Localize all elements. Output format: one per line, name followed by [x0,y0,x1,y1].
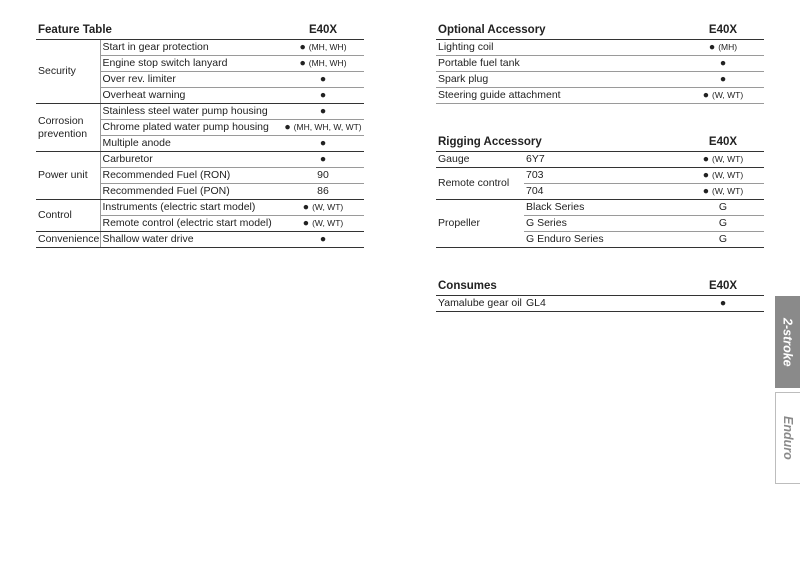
category-remote-control: Remote control [436,168,524,200]
feature-value: ● (W, WT) [282,216,364,232]
category-convenience: Convenience [36,232,100,248]
accessory-label: Steering guide attachment [436,88,682,104]
category-corrosion-prevention: Corrosion prevention [36,104,100,152]
feature-value: ● (MH, WH) [282,40,364,56]
feature-value: ● [282,152,364,168]
feature-table [36,22,364,248]
feature-label: Instruments (electric start model) [100,200,282,216]
optional-accessory-title: Optional Accessory [436,22,682,40]
table-row [36,152,364,168]
consumes-table [436,278,764,312]
table-row [436,56,764,72]
consumes-model: E40X [682,278,764,296]
accessory-value: ● (MH) [682,40,764,56]
feature-label: Multiple anode [100,136,282,152]
rigging-value: G [682,232,764,248]
rigging-item: G Series [524,216,682,232]
feature-value: ● [282,136,364,152]
accessory-value: ● [682,72,764,88]
tab-enduro[interactable] [775,392,800,484]
table-row [436,88,764,104]
feature-value: ● [282,88,364,104]
rigging-accessory-table [436,134,764,248]
optional-accessory-model: E40X [682,22,764,40]
feature-value: ● [282,104,364,120]
consumes-value: ● [682,296,764,312]
feature-label: Start in gear protection [100,40,282,56]
table-row [436,200,764,216]
feature-value: 90 [282,168,364,184]
rigging-item: G Enduro Series [524,232,682,248]
optional-accessory-header [436,22,764,40]
category-gauge: Gauge [436,152,524,168]
table-row [36,232,364,248]
consumes-category: Yamalube gear oil [436,296,524,312]
feature-table-header [36,22,364,40]
accessory-value: ● (W, WT) [682,88,764,104]
feature-table-title: Feature Table [36,22,282,40]
optional-accessory-table [436,22,764,104]
rigging-accessory-title: Rigging Accessory [436,134,682,152]
feature-label: Overheat warning [100,88,282,104]
table-row [436,72,764,88]
accessory-label: Portable fuel tank [436,56,682,72]
table-row [436,152,764,168]
rigging-value: ● (W, WT) [682,168,764,184]
rigging-item: Black Series [524,200,682,216]
category-power-unit: Power unit [36,152,100,200]
feature-label: Recommended Fuel (RON) [100,168,282,184]
feature-label: Over rev. limiter [100,72,282,88]
accessory-label: Spark plug [436,72,682,88]
rigging-value: G [682,200,764,216]
rigging-item: 704 [524,184,682,200]
accessory-label: Lighting coil [436,40,682,56]
table-row [36,40,364,56]
consumes-header [436,278,764,296]
feature-label: Carburetor [100,152,282,168]
accessory-value: ● [682,56,764,72]
table-row [36,200,364,216]
table-row [36,104,364,120]
feature-value: ● (W, WT) [282,200,364,216]
rigging-item: 6Y7 [524,152,682,168]
tab-2-stroke[interactable] [775,296,800,388]
tab-enduro-label: Enduro [781,416,795,460]
rigging-accessory-model: E40X [682,134,764,152]
table-row [436,40,764,56]
feature-value: ● (MH, WH) [282,56,364,72]
feature-label: Stainless steel water pump housing [100,104,282,120]
category-propeller: Propeller [436,200,524,248]
feature-value: ● [282,232,364,248]
feature-value: 86 [282,184,364,200]
table-row [436,296,764,312]
consumes-title: Consumes [436,278,682,296]
feature-label: Engine stop switch lanyard [100,56,282,72]
table-row [436,168,764,184]
feature-value: ● (MH, WH, W, WT) [282,120,364,136]
feature-label: Remote control (electric start model) [100,216,282,232]
consumes-item: GL4 [524,296,682,312]
category-security: Security [36,40,100,104]
feature-label: Shallow water drive [100,232,282,248]
category-control: Control [36,200,100,232]
rigging-item: 703 [524,168,682,184]
rigging-value: ● (W, WT) [682,184,764,200]
feature-value: ● [282,72,364,88]
feature-label: Chrome plated water pump housing [100,120,282,136]
feature-label: Recommended Fuel (PON) [100,184,282,200]
rigging-value: G [682,216,764,232]
feature-table-model: E40X [282,22,364,40]
rigging-value: ● (W, WT) [682,152,764,168]
tab-2-stroke-label: 2-stroke [780,317,795,367]
rigging-accessory-header [436,134,764,152]
